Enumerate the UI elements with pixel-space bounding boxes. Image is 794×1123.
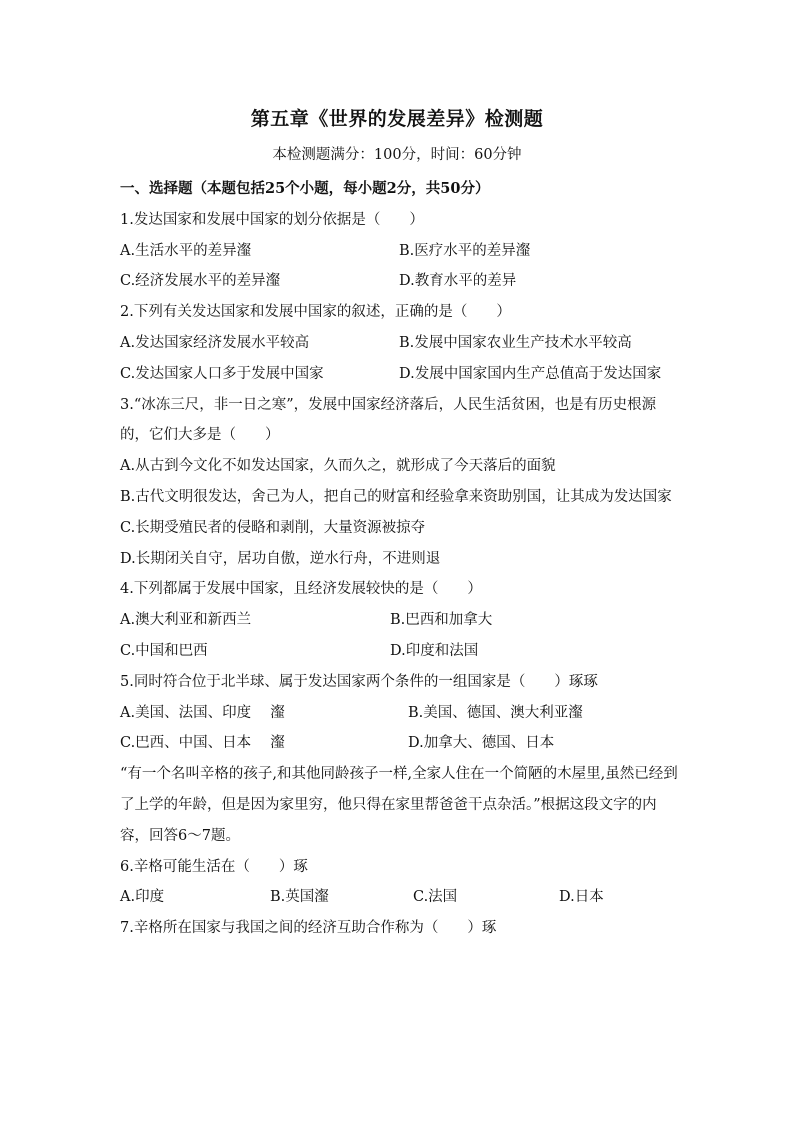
option-d: D.教育水平的差异	[399, 273, 517, 290]
option-c: C.经济发展水平的差异瀣	[120, 273, 281, 290]
exam-info: 本检测题满分：100分，时间：60分钟	[272, 147, 522, 163]
option-b: B.美国、德国、澳大利亚瀣	[408, 704, 583, 721]
question-5-options-row-1	[120, 698, 680, 729]
option-c: C.长期受殖民者的侵略和剥削，大量资源被掠夺	[120, 519, 426, 536]
question-2-stem: 2.下列有关发达国家和发展中国家的叙述，正确的是（ ）	[120, 304, 511, 321]
section-heading: 一、选择题（本题包括25个小题，每小题2分，共50分）	[120, 180, 490, 197]
option-a: A.印度	[120, 889, 165, 906]
question-3-stem: 3.“冰冻三尺，非一日之寒”，发展中国家经济落后，人民生活贫困，也是有历史根源的，它们大多是（ ）	[120, 396, 657, 444]
question-4-stem: 4.下列都属于发展中国家，且经济发展较快的是（ ）	[120, 581, 482, 598]
question-1-options-row-2	[120, 266, 680, 297]
option-b: B.医疗水平的差异瀣	[399, 242, 531, 259]
exam-content	[120, 174, 680, 944]
option-a: A.澳大利亚和新西兰	[120, 612, 252, 629]
option-b: B.古代文明很发达，舍己为人，把自己的财富和经验拿来资助别国，让其成为发达国家	[120, 488, 672, 505]
option-a: A.美国、法国、印度 瀣	[120, 704, 285, 721]
question-2-options-row-1	[120, 328, 680, 359]
option-b: B.巴西和加拿大	[390, 612, 493, 629]
option-d: D.发展中国家国内生产总值高于发达国家	[399, 365, 662, 382]
question-7-stem: 7.辛格所在国家与我国之间的经济互助合作称为（ ）琢	[120, 920, 497, 937]
question-1-stem: 1.发达国家和发展中国家的划分依据是（ ）	[120, 211, 424, 228]
option-d: D.印度和法国	[390, 642, 479, 659]
option-a: A.从古到今文化不如发达国家，久而久之，就形成了今天落后的面貌	[120, 458, 556, 475]
option-b: B.发展中国家农业生产技术水平较高	[399, 334, 632, 351]
option-d: D.日本	[559, 889, 604, 906]
option-c: C.发达国家人口多于发展中国家	[120, 365, 324, 382]
reading-passage: “有一个名叫辛格的孩子,和其他同龄孩子一样,全家人住在一个简陋的木屋里,虽然已经到了上学的年龄，但是因为家里穷，他只得在家里帮爸爸干点杂活。”根据这段文字的内容，回答6～7题。	[120, 766, 678, 844]
option-a: A.生活水平的差异瀣	[120, 242, 252, 259]
question-1-options-row-1	[120, 236, 680, 267]
option-d: D.加拿大、德国、日本	[408, 735, 555, 752]
option-c: C.法国	[413, 889, 458, 906]
question-5-options-row-2	[120, 728, 680, 759]
question-5-stem: 5.同时符合位于北半球、属于发达国家两个条件的一组国家是（ ）琢琢	[120, 673, 598, 690]
option-c: C.巴西、中国、日本 瀣	[120, 735, 285, 752]
page-title: 第五章《世界的发展差异》检测题	[250, 108, 544, 130]
option-c: C.中国和巴西	[120, 642, 208, 659]
option-d: D.长期闭关自守，居功自傲，逆水行舟，不进则退	[120, 550, 441, 567]
option-a: A.发达国家经济发展水平较高	[120, 334, 310, 351]
question-6-options	[120, 882, 680, 913]
question-2-options-row-2	[120, 359, 680, 390]
option-b: B.英国瀣	[270, 889, 329, 906]
question-4-options-row-2	[120, 636, 680, 667]
question-4-options-row-1	[120, 605, 680, 636]
question-6-stem: 6.辛格可能生活在（ ）琢	[120, 858, 308, 875]
